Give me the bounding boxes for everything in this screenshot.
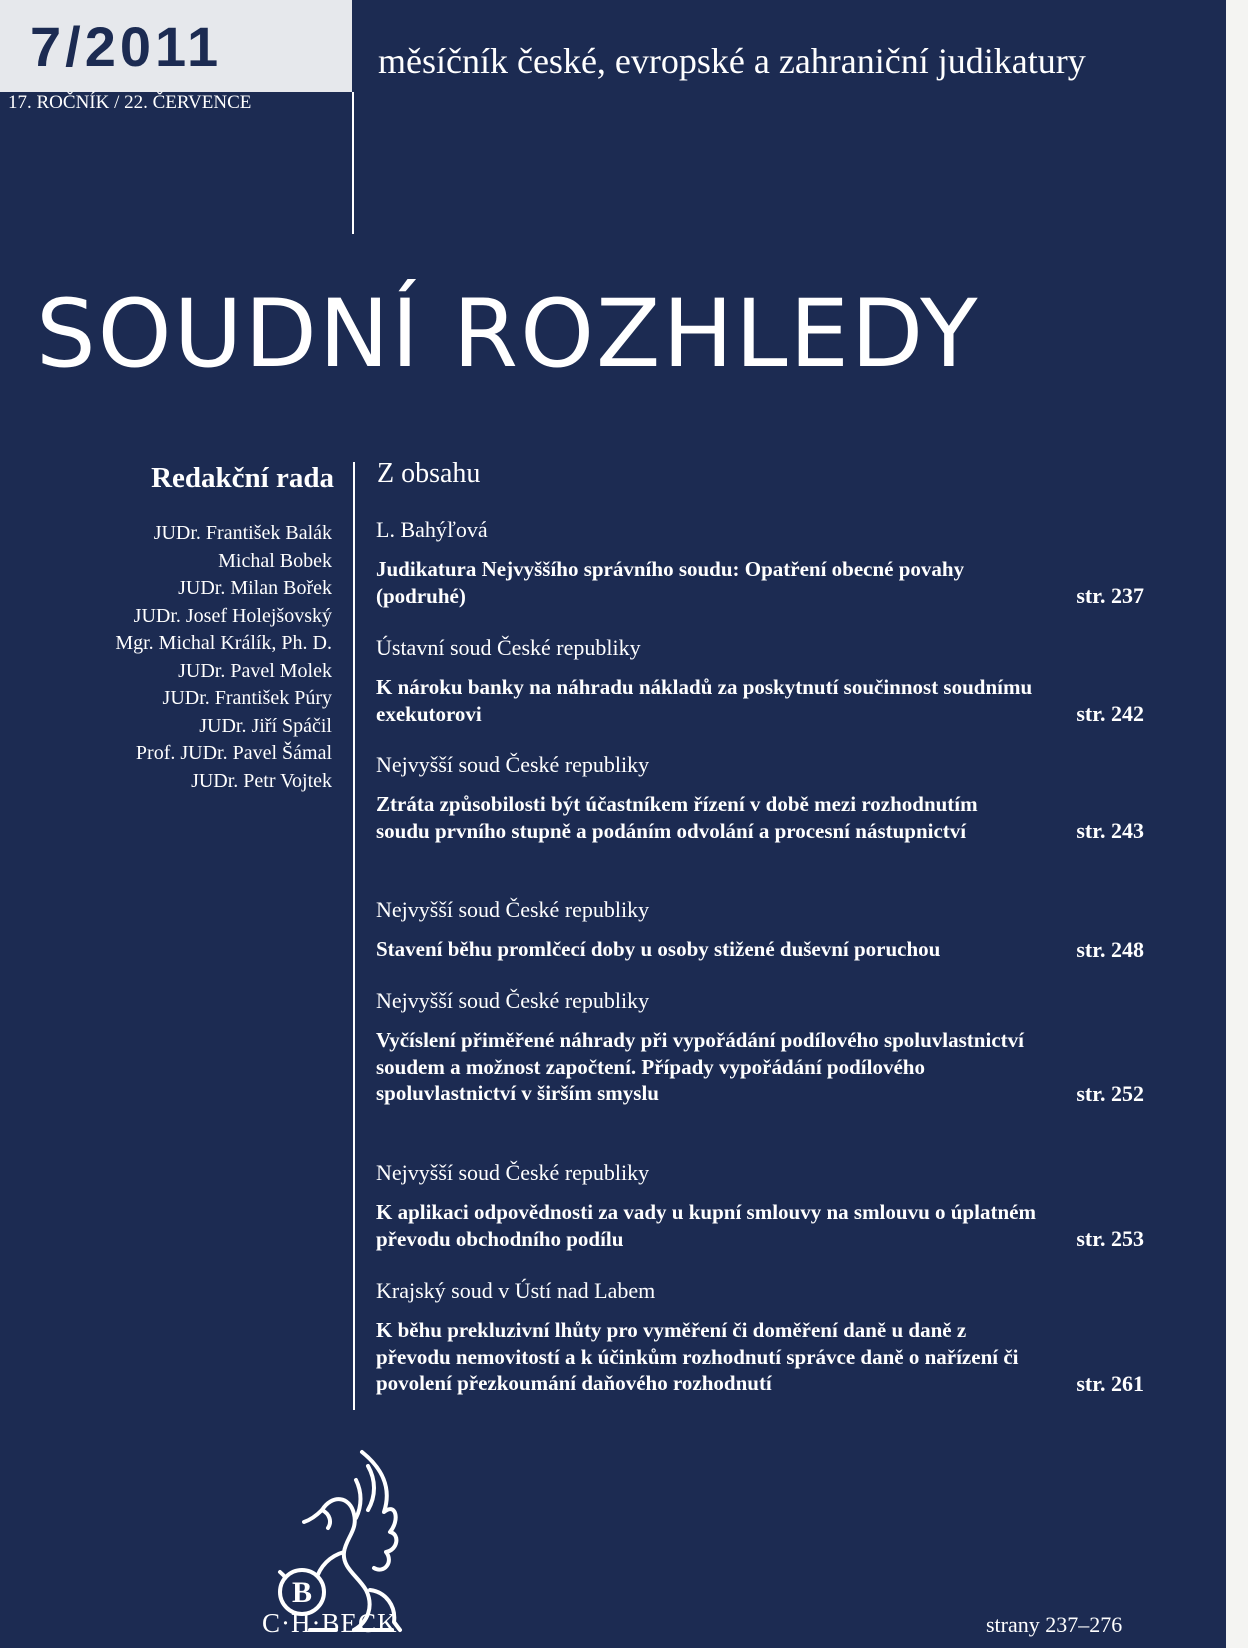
issue-box <box>0 0 352 92</box>
entry-title: K běhu prekluzivní lhůty pro vyměření či doměření daně u daně z převodu nemovitostí a k účinkům rozhodnutí správce daně o nařízení či povolení přezkoumání daňového rozhodnutí <box>376 1318 1019 1395</box>
contents-entry <box>376 751 1144 844</box>
entry-title: Vyčíslení přiměřené náhrady při vypořádání podílového spoluvlastnictví soudem a možnost započtení. Případy vypořádání podílového spoluvlastnictví v širším smyslu <box>376 1028 1024 1105</box>
entry-page: str. 248 <box>1076 936 1144 962</box>
entry-source: Nejvyšší soud České republiky <box>376 1160 650 1185</box>
entry-title: K aplikaci odpovědnosti za vady u kupní smlouvy na smlouvu o úplatném převodu obchodního podílu <box>376 1200 1036 1251</box>
board-member: Michal Bobek <box>218 549 332 572</box>
page-edge <box>1226 0 1248 1648</box>
journal-title: SOUDNÍ ROZHLEDY <box>36 280 980 389</box>
pages-range: strany 237–276 <box>986 1612 1123 1637</box>
entry-page: str. 252 <box>1076 1080 1144 1106</box>
board-member: JUDr. Jiří Spáčil <box>199 714 332 737</box>
entry-source: Nejvyšší soud České republiky <box>376 988 650 1013</box>
entry-page: str. 253 <box>1076 1226 1144 1251</box>
entry-page: str. 243 <box>1076 818 1144 843</box>
issue-date: 17. ROČNÍK / 22. ČERVENCE <box>8 92 252 113</box>
contents-entry <box>376 896 1144 963</box>
entry-source: L. Bahýľová <box>376 517 488 542</box>
contents-entry <box>376 987 1144 1107</box>
board-member: JUDr. Milan Bořek <box>178 577 332 599</box>
entry-title: Ztráta způsobilosti být účastníkem řízení v době mezi rozhodnutím soudu prvního stupně a podáním odvolání a procesní nástupnictví <box>376 792 978 843</box>
contents-entry <box>376 516 1144 609</box>
entry-title: Judikatura Nejvyššího správního soudu: Opatření obecné povahy (podruhé) <box>376 557 965 608</box>
entry-source: Nejvyšší soud České republiky <box>376 897 650 922</box>
issue-number: 7/2011 <box>30 15 223 78</box>
entry-page: str. 261 <box>1076 1370 1144 1396</box>
entry-page: str. 237 <box>1076 583 1144 608</box>
board-member: Prof. JUDr. Pavel Šámal <box>135 742 332 764</box>
board-members <box>115 520 332 795</box>
entry-source: Nejvyšší soud České republiky <box>376 752 650 777</box>
board-member: Mgr. Michal Králík, Ph. D. <box>115 632 332 654</box>
entry-page: str. 242 <box>1076 701 1144 726</box>
board-member: JUDr. Petr Vojtek <box>191 769 332 792</box>
contents-entry <box>376 1277 1144 1397</box>
board-heading: Redakční rada <box>151 462 334 494</box>
entry-title: Stavení běhu promlčecí doby u osoby stižené duševní poruchou <box>376 937 941 961</box>
contents-heading: Z obsahu <box>377 458 481 489</box>
board-member: JUDr. František Balák <box>153 522 332 544</box>
entry-source: Ústavní soud České republiky <box>376 635 641 660</box>
board-member: JUDr. Pavel Molek <box>178 659 332 682</box>
contents-entry <box>376 1159 1144 1252</box>
board-member: JUDr. František Púry <box>162 687 332 709</box>
publisher-name: C·H·BECK <box>262 1608 398 1638</box>
board-member: JUDr. Josef Holejšovský <box>133 604 332 627</box>
contents-entry <box>376 634 1144 727</box>
journal-subtitle: měsíčník české, evropské a zahraniční judikatury <box>378 41 1086 81</box>
logo-letter: B <box>291 1576 313 1609</box>
entry-title: K nároku banky na náhradu nákladů za poskytnutí součinnost soudnímu exekutorovi <box>376 675 1033 726</box>
divider-top <box>352 92 354 234</box>
divider-main <box>353 462 355 1410</box>
entry-source: Krajský soud v Ústí nad Labem <box>376 1278 656 1303</box>
